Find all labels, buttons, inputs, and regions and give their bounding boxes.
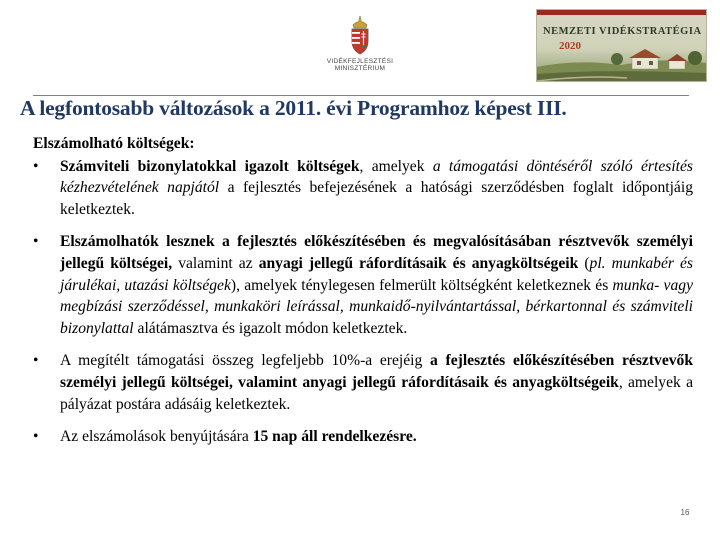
bullet-text: A megítélt támogatási összeg legfeljebb 10%-a erejéig bbox=[60, 352, 431, 370]
hungarian-coat-of-arms-icon bbox=[347, 16, 373, 56]
strategy-banner bbox=[536, 9, 707, 82]
bullet-text-bold: 15 nap áll rendelkezésre. bbox=[252, 428, 417, 446]
list-item bbox=[33, 231, 693, 339]
bullet-text-bold: Számviteli bizonylatokkal igazolt költségek bbox=[60, 157, 360, 175]
bullet-text: , amelyek a pályázat postára adásáig keletkeztek. bbox=[60, 373, 693, 413]
bullet-icon: • bbox=[33, 233, 39, 251]
slide-body bbox=[33, 133, 693, 459]
list-item bbox=[33, 350, 693, 415]
list-item bbox=[33, 426, 693, 448]
bullet-text: alátámasztva és igazolt módon keletkeztek. bbox=[133, 319, 408, 337]
bullet-text: Az elszámolások benyújtására bbox=[60, 428, 253, 446]
banner-accent-bar bbox=[537, 10, 706, 15]
bullet-text: a fejlesztés befejezésének a hatósági szerződésben foglalt időpontjáig keletkeztek. bbox=[60, 179, 693, 218]
slide-header bbox=[0, 0, 720, 95]
bullet-text: valamint az bbox=[172, 254, 259, 272]
bullet-text: , amelyek bbox=[359, 157, 433, 175]
banner-year: 2020 bbox=[559, 40, 581, 52]
bullet-text: ( bbox=[578, 254, 590, 272]
bullet-text-italic: pl. munkabér és járulékai, utazási költségek bbox=[60, 254, 693, 294]
ministry-name-line2: MINISZTÉRIUM bbox=[334, 65, 386, 72]
bullet-text-italic: a támogatási döntéséről szóló értesítés kézhezvételének napjától bbox=[60, 157, 693, 197]
bullet-icon: • bbox=[33, 157, 39, 175]
ministry-logo bbox=[318, 16, 402, 82]
bullet-icon: • bbox=[33, 352, 39, 370]
page-number: 16 bbox=[680, 508, 690, 517]
section-heading: Elszámolható költségek: bbox=[33, 135, 195, 152]
bullet-text: ), amelyek ténylegesen felmerült költségként keletkeznek és bbox=[230, 276, 613, 294]
ministry-name-line1: VIDÉKFEJLESZTÉSI bbox=[326, 58, 394, 65]
bullet-icon: • bbox=[33, 428, 39, 446]
ministry-name bbox=[318, 58, 402, 72]
village-scene-icon bbox=[537, 47, 706, 81]
bullet-text-bold: anyagi jellegű ráfordításaik és anyagköltségeik bbox=[258, 254, 579, 272]
bullet-text-bold: a fejlesztés előkészítésében résztvevők személyi jellegű költségei, valamint anyagi jellegű ráfordításaik és anyagköltségeik bbox=[60, 352, 694, 391]
bullet-text-italic: munka- vagy megbízási szerződéssel, munkaköri leírással, munkaidő-nyilvántartással, bérkartonnal és számviteli bizonylattal bbox=[60, 276, 693, 337]
list-item bbox=[33, 156, 693, 221]
banner-title: NEMZETI VIDÉKSTRATÉGIA bbox=[543, 26, 702, 37]
page-title: A legfontosabb változások a 2011. évi Programhoz képest III. bbox=[20, 96, 567, 120]
bullet-text-bold: Elszámolhatók lesznek a fejlesztés előkészítésében és megvalósításában résztvevők személyi jellegű költségei, bbox=[60, 233, 693, 272]
